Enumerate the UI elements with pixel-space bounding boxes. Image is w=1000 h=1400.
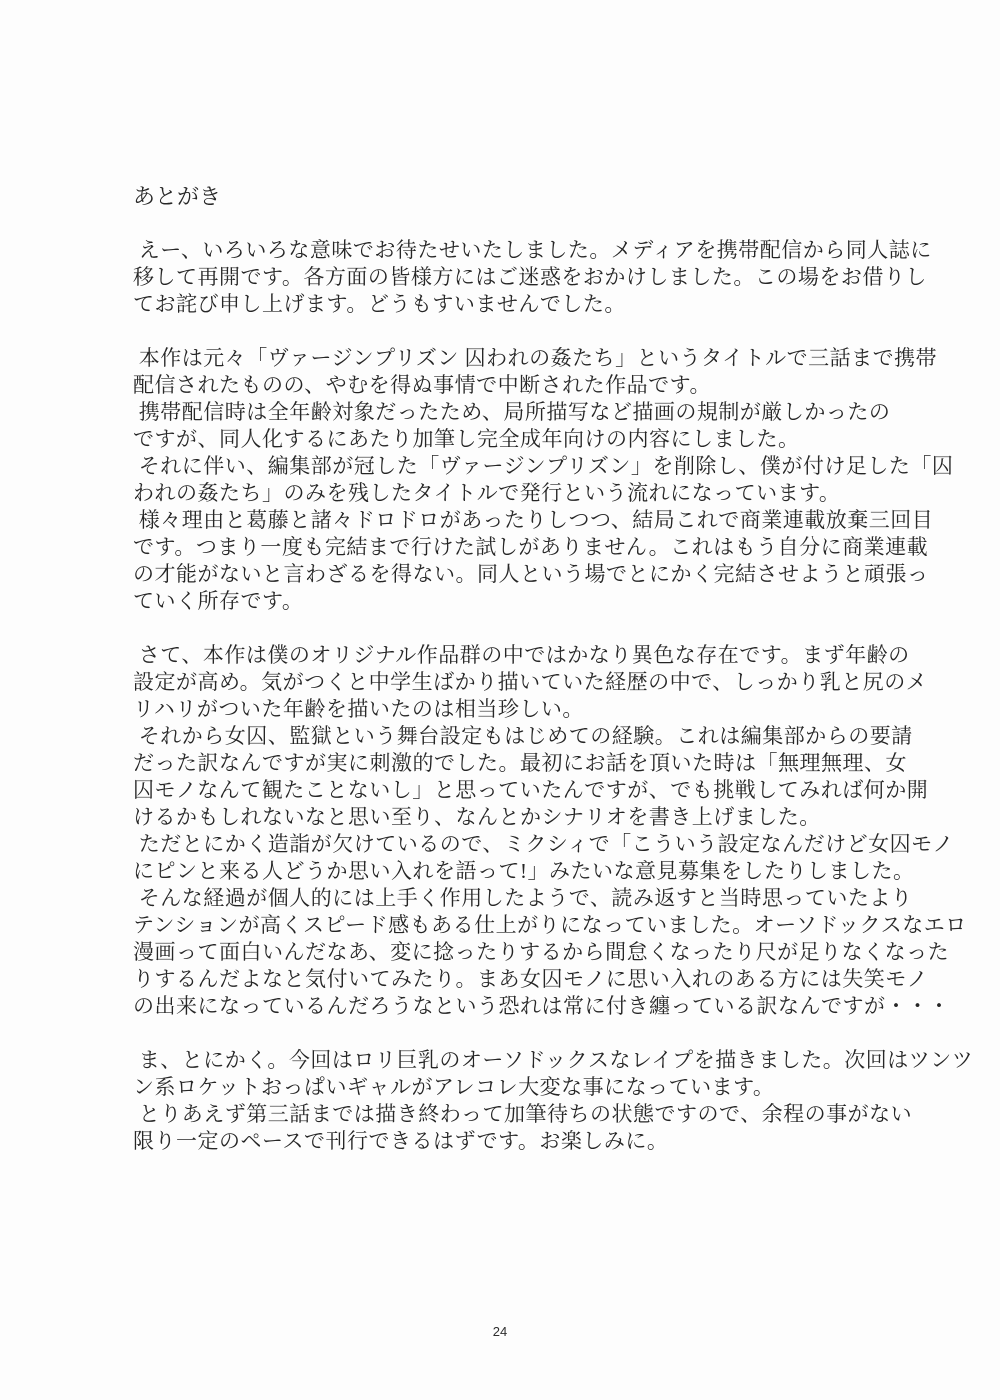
text-line: えー、いろいろな意味でお待たせいたしました。メディアを携帯配信から同人誌に [133,238,932,262]
page-number: 24 [492,1324,508,1339]
page-title: あとがき [133,184,222,209]
text-line: ま、とにかく。今回はロリ巨乳のオーソドックスなレイプを描きました。次回はツンツ [133,1048,974,1072]
text-line: ですが、同人化するにあたり加筆し完全成年向けの内容にしました。 [133,427,800,451]
text-line: それに伴い、編集部が冠した「ヴァージンプリズン」を削除し、僕が付け足した「囚 [133,454,954,478]
text-line: の才能がないと言わざるを得ない。同人という場でとにかく完結させようと頑張っ [133,562,929,586]
text-line: リハリがついた年齢を描いたのは相当珍しい。 [133,697,584,721]
text-line: 本作は元々「ヴァージンプリズン 囚われの姦たち」というタイトルで三話まで携帯 [133,346,938,370]
text-line: 様々理由と葛藤と諸々ドロドロがあったりしつつ、結局これで商業連載放棄三回目 [133,508,934,532]
text-line: そんな経過が個人的には上手く作用したようで、読み返すと当時思っていたより [133,886,913,910]
paragraph-block [133,1047,974,1155]
text-line: の出来になっているんだろうなという恐れは常に付き纏っている訳なんですが・・・ [133,994,950,1018]
text-line: 設定が高め。気がつくと中学生ばかり描いていた経歴の中で、しっかり乳と尻のメ [133,670,928,694]
text-line: てお詫び申し上げます。どうもすいませんでした。 [133,292,626,316]
text-line: ただとにかく造詣が欠けているので、ミクシィで「こういう設定なんだけど女囚モノ [133,832,954,856]
text-line: だった訳なんですが実に刺激的でした。最初にお話を頂いた時は「無理無理、女 [133,751,907,775]
paragraph-block [133,345,954,615]
text-line: テンションが高くスピード感もある仕上がりになっていました。オーソドックスなエロ [133,913,967,937]
text-line: われの姦たち」のみを残したタイトルで発行という流れになっています。 [133,481,841,505]
text-line: です。つまり一度も完結まで行けた試しがありません。これはもう自分に商業連載 [133,535,929,559]
text-line: ていく所存です。 [133,589,304,613]
text-line: ン系ロケットおっぱいギャルがアレコレ大変な事になっています。 [133,1075,775,1099]
text-line: 配信されたものの、やむを得ぬ事情で中断された作品です。 [133,373,711,397]
text-line: 囚モノなんて観たことないし」と思っていたんですが、でも挑戦してみれば何か開 [133,778,929,802]
text-line: けるかもしれないなと思い至り、なんとかシナリオを書き上げました。 [133,805,821,829]
paragraph-block [133,237,932,318]
text-line: 携帯配信時は全年齢対象だったため、局所描写など描画の規制が厳しかったの [133,400,891,424]
afterword-content [133,183,974,1155]
text-line: それから女囚、監獄という舞台設定もはじめての経験。これは編集部からの要請 [133,724,913,748]
text-line: りするんだよなと気付いてみたり。まあ女囚モノに思い入れのある方には失笑モノ [133,967,929,991]
text-line: 限り一定のペースで刊行できるはずです。お楽しみに。 [133,1129,669,1153]
text-line: にピンと来る人どうか思い入れを語って!」みたいな意見募集をしたりしました。 [133,859,915,883]
text-line: さて、本作は僕のオリジナル作品群の中ではかなり異色な存在です。まず年齢の [133,643,910,667]
text-blocks [133,237,974,1155]
text-line: 移して再開です。各方面の皆様方にはご迷惑をおかけしました。この場をお借りし [133,265,927,289]
text-line: とりあえず第三話までは描き終わって加筆待ちの状態ですので、余程の事がない [133,1102,913,1126]
text-line: 漫画って面白いんだなあ、変に捻ったりするから間怠くなったり尺が足りなくなった [133,940,950,964]
paragraph-block [133,642,967,1020]
